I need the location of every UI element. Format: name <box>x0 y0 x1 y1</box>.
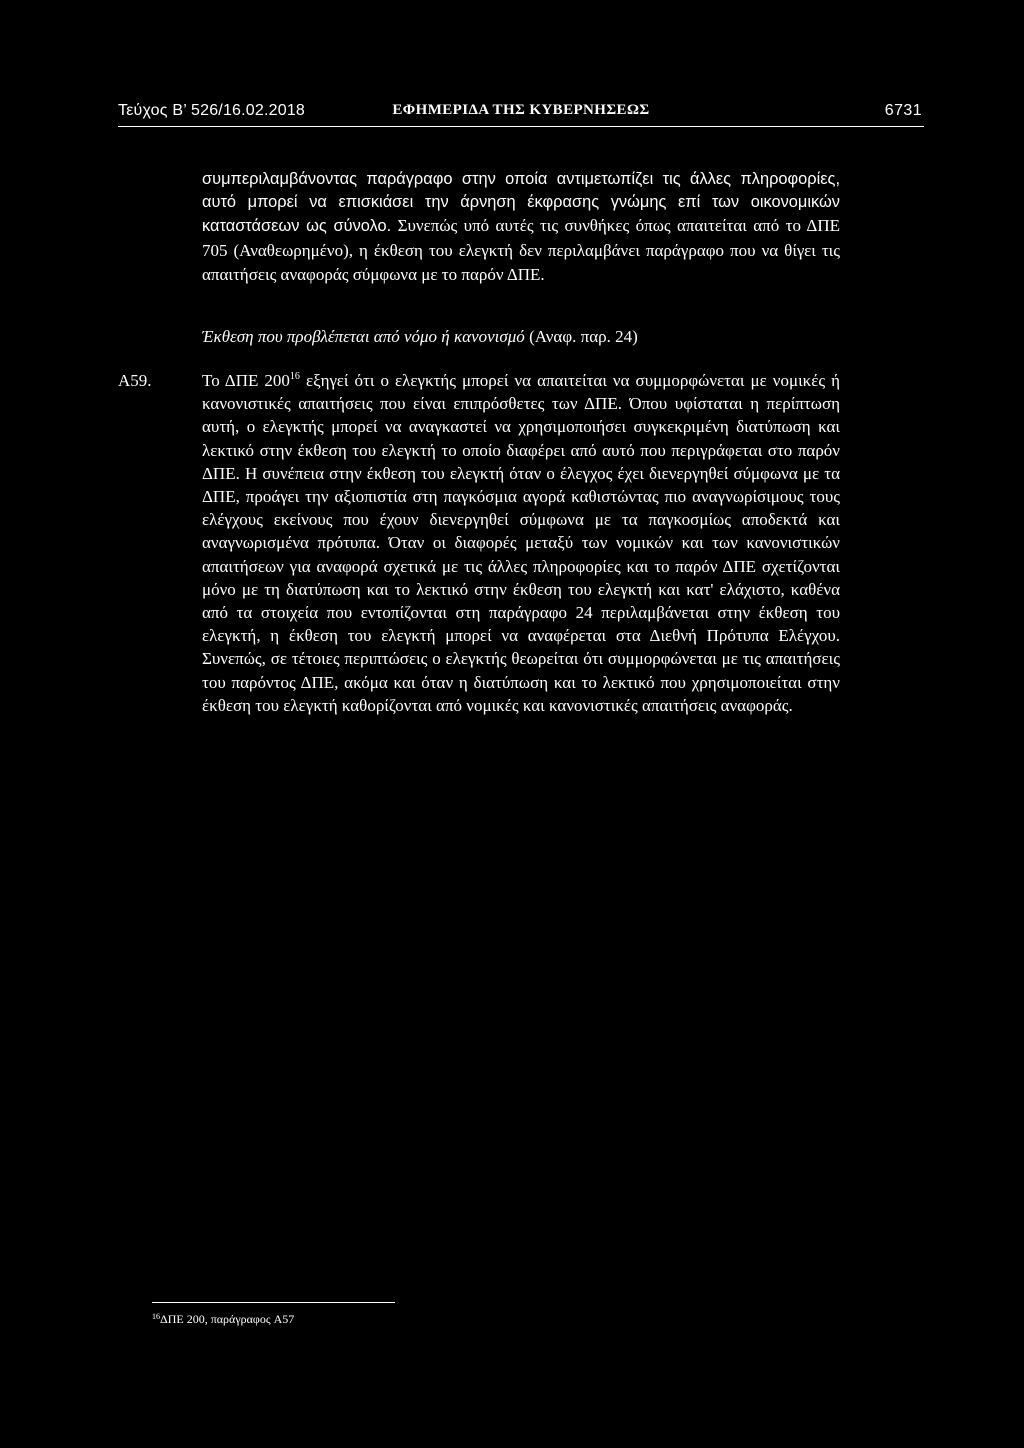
footnote-reference: 16 <box>289 371 300 382</box>
a59-text: εξηγεί ότι ο ελεγκτής μπορεί να απαιτείται να συμμορφώνεται με νομικές ή κανονιστικές απαιτήσεις που είναι επιπρόσθετες των ΔΠΕ. Όπου υφίσταται η περίπτωση αυτή, ο ελεγκτής μπορεί να αναγκαστεί να χρησιμοποιήσει συγκεκριμένη διατύπωση και λεκτικό στην έκθεση του ελεγκτή το οποίο διαφέρει από αυτό που περιγράφεται στο παρόν ΔΠΕ. Η συνέπεια στην έκθεση του ελεγκτή όταν ο έλεγχος έχει διενεργηθεί σύμφωνα με τα ΔΠΕ, προάγει την αξιοπιστία στη παγκόσμια αγορά καθιστώντας πιο αναγνωρίσιμους τους ελέγχους εκείνους που έχουν διενεργηθεί σύμφωνα με τα παγκοσμίως αποδεκτά και αναγνωρισμένα πρότυπα. Όταν οι διαφορές μεταξύ των νομικών και των κανονιστικών απαιτήσεων για αναφορά σχετικά με τις άλλες πληροφορίες και το παρόν ΔΠΕ σχετίζονται μόνο με τη διατύπωση και το λεκτικό στην έκθεση του ελεγκτή και κατ' ελάχιστο, καθένα από τα στοιχεία που εντοπίζονται στη παράγραφο 24 περιλαμβάνεται στην έκθεση του ελεγκτή, η έκθεση του ελεγκτή μπορεί να αναφέρεται στα Διεθνή Πρότυπα Ελέγχου. Συνεπώς, σε τέτοιες περιπτώσεις ο ελεγκτής θεωρείται ότι συμμορφώνεται με τις απαιτήσεις του παρόντος ΔΠΕ, ακόμα και όταν η διατύπωση και το λεκτικό που χρησιμοποιείται στην έκθεση του ελεγκτή καθορίζονται από νομικές και κανονιστικές απαιτήσεις αναφοράς. <box>202 371 840 715</box>
intro-text-part2: Συνεπώς υπό αυτές τις συνθήκες όπως απαιτείται από το ΔΠΕ 705 (Αναθεωρημένο), η έκθεση του ελεγκτή δεν περιλαμβάνει παράγραφο που να θίγει τις απαιτήσεις αναφοράς σύμφωνα με το παρόν ΔΠΕ. <box>202 216 840 284</box>
subheading-reference: (Αναφ. παρ. 24) <box>524 327 638 346</box>
gazette-title: ΕΦΗΜΕΡΙΔΑ ΤΗΣ ΚΥΒΕΡΝΗΣΕΩΣ <box>392 102 650 118</box>
paragraph-a59 <box>202 369 840 717</box>
page-number: 6731 <box>884 102 922 119</box>
section-subheading <box>202 325 638 348</box>
intro-paragraph <box>202 168 840 287</box>
intro-text-part1: συμπεριλαμβάνοντας παράγραφο στην οποία αντιμετωπίζει τις άλλες πληροφορίες, αυτό μπορεί να επισκιάσει την άρνηση έκφρασης γνώμης επί των οικονομικών καταστάσεων ως σύνολο. <box>202 170 840 236</box>
subheading-title: Έκθεση που προβλέπεται από νόμο ή κανονισμό <box>202 327 525 346</box>
issue-label: Τεύχος B’ 526/16.02.2018 <box>118 102 306 119</box>
footnote-mark: 16 <box>152 1312 160 1321</box>
paragraph-number: A59. <box>118 371 152 390</box>
footnote <box>152 1311 294 1327</box>
footnote-text: ΔΠΕ 200, παράγραφος A57 <box>160 1312 295 1326</box>
page-header <box>118 100 924 127</box>
a59-lead: Το ΔΠΕ 200 <box>202 371 290 390</box>
footnote-divider <box>152 1302 395 1303</box>
